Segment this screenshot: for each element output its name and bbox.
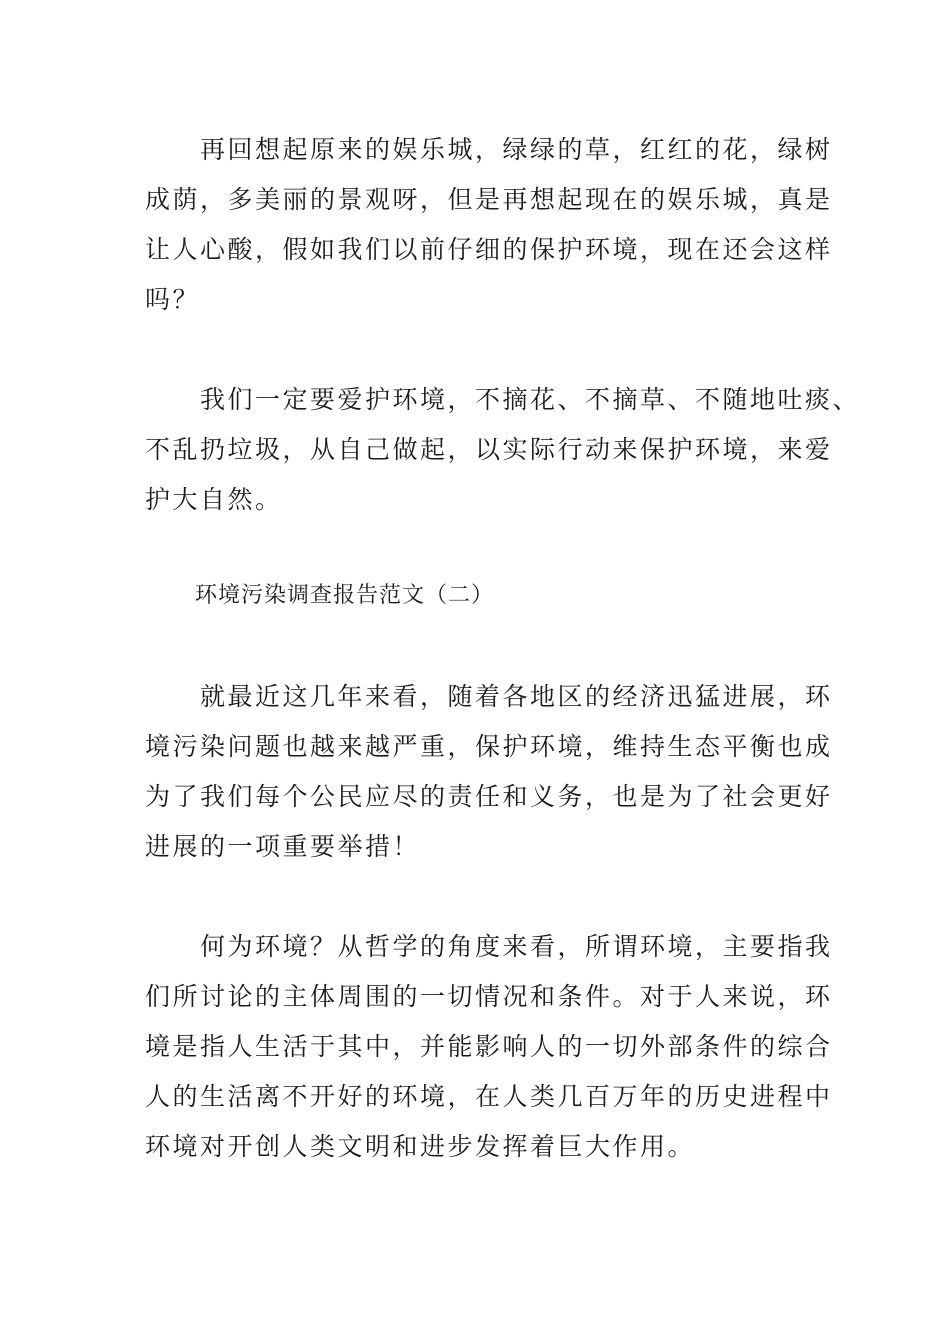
paragraph-line: 不乱扔垃圾，从自己做起，以实际行动来保护环境，来爱 (145, 435, 833, 464)
paragraph-line: 就最近这几年来看，随着各地区的经济迅猛进展，环 (200, 682, 833, 711)
paragraph-line: 再回想起原来的娱乐城，绿绿的草，红红的花，绿树 (200, 135, 833, 164)
paragraph-line: 境污染问题也越来越严重，保护环境，维持生态平衡也成 (145, 732, 833, 761)
paragraph-line: 人的生活离不开好的环境，在人类几百万年的历史进程中 (145, 1082, 833, 1111)
section-heading: 环境污染调查报告范文（二） (195, 583, 495, 608)
paragraph-line: 成荫，多美丽的景观呀，但是再想起现在的娱乐城，真是 (145, 185, 833, 214)
paragraph-line: 进展的一项重要举措！ (145, 832, 421, 861)
paragraph-line: 境是指人生活于其中，并能影响人的一切外部条件的综合 (145, 1032, 833, 1061)
paragraph-line: 们所讨论的主体周围的一切情况和条件。对于人来说，环 (145, 982, 833, 1011)
paragraph-line: 环境对开创人类文明和进步发挥着巨大作用。 (145, 1132, 696, 1161)
paragraph-line: 我们一定要爱护环境，不摘花、不摘草、不随地吐痰、 (200, 385, 861, 414)
paragraph-line: 让人心酸，假如我们以前仔细的保护环境，现在还会这样 (145, 235, 833, 264)
paragraph-line: 护大自然。 (145, 485, 283, 514)
paragraph-line: 吗？ (145, 285, 201, 314)
paragraph-line: 何为环境？从哲学的角度来看，所谓环境，主要指我 (200, 932, 833, 961)
paragraph-line: 为了我们每个公民应尽的责任和义务，也是为了社会更好 (145, 782, 833, 811)
